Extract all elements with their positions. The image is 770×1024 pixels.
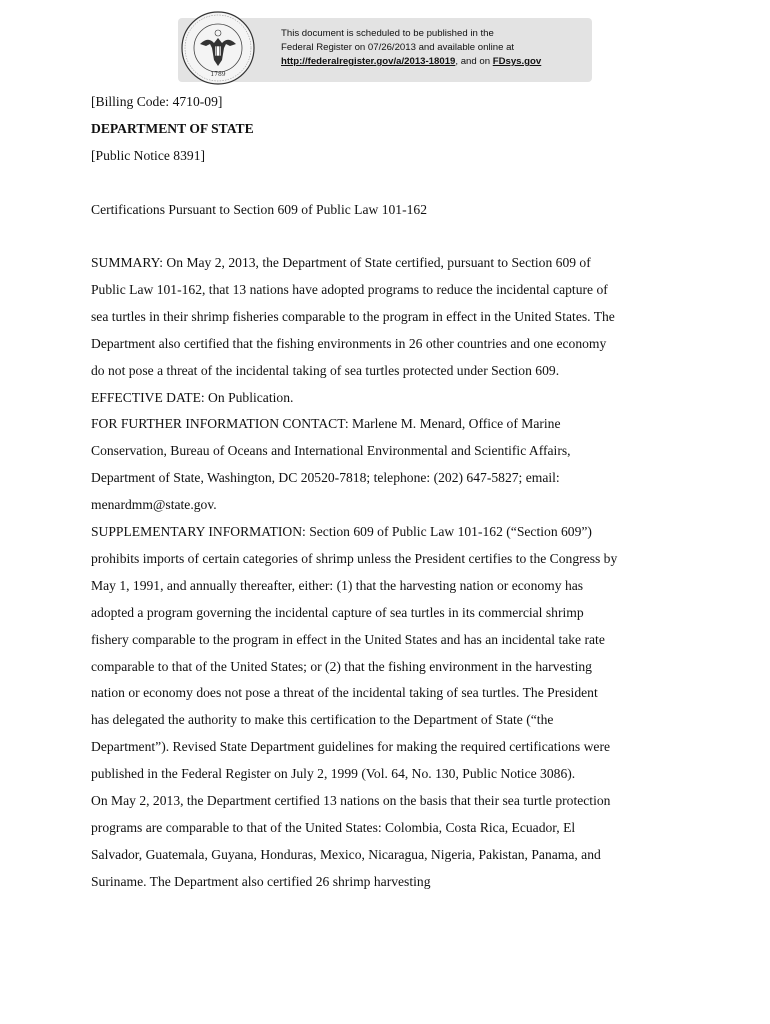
paragraph-line: Department”). Revised State Department guidelines for making the required certifications were [91,739,611,755]
paragraph-line: nation or economy does not pose a threat of the incidental taking of sea turtles. The President [91,685,598,701]
federal-register-link[interactable]: http://federalregister.gov/a/2013-18019 [281,56,456,67]
public-notice: [Public Notice 8391] [91,148,206,163]
paragraph-line: comparable to that of the United States; or (2) that the fishing environment in the harvesting [91,658,592,674]
paragraph-line: EFFECTIVE DATE: On Publication. [91,389,294,405]
paragraph-line: SUMMARY: On May 2, 2013, the Department of State certified, pursuant to Section 609 of [91,255,591,270]
paragraph-line: Conservation, Bureau of Oceans and International Environmental and Scientific Affairs, [91,443,571,459]
paragraph-line: has delegated the authority to make this certification to the Department of State (“the [91,712,554,728]
banner-link-separator: , and on [455,56,493,67]
paragraph-line: Public Law 101-162, that 13 nations have adopted programs to reduce the incidental capture of [91,281,608,297]
fdsys-link[interactable]: FDsys.gov [492,56,542,67]
paragraph-line: FOR FURTHER INFORMATION CONTACT: Marlene M. Menard, Office of Marine [91,416,561,432]
paragraph-line: Suriname. The Department also certified 26 shrimp harvesting [91,873,431,889]
paragraph-line: prohibits imports of certain categories of shrimp unless the President certifies to the Congress by [91,550,618,566]
banner-line-2: Federal Register on 07/26/2013 and available online at [281,42,515,53]
seal-year: 1789 [210,71,226,78]
paragraph-line: Department of State, Washington, DC 20520-7818; telephone: (202) 647-5827; email: [91,470,560,486]
paragraph-line: fishery comparable to the program in effect in the United States and has an incidental take rate [91,631,605,647]
banner-line-1: This document is scheduled to be published in the [281,28,494,39]
billing-code: [Billing Code: 4710-09] [91,94,223,109]
paragraph-line: SUPPLEMENTARY INFORMATION: Section 609 of Public Law 101-162 (“Section 609”) [91,524,592,539]
paragraph-line: May 1, 1991, and annually thereafter, either: (1) that the harvesting nation or economy has [91,577,584,593]
paragraph-line: Department also certified that the fishing environments in 26 other countries and one economy [91,335,607,351]
publication-notice [281,27,591,69]
paragraph-line: sea turtles in their shrimp fisheries comparable to the program in effect in the United States. The [91,308,615,324]
paragraph-line: menardmm@state.gov. [91,497,217,513]
great-seal-icon [180,10,256,86]
paragraph-line: On May 2, 2013, the Department certified 13 nations on the basis that their sea turtle protection [91,793,611,808]
banner-line-3 [281,55,591,69]
paragraph-line: programs are comparable to that of the United States: Colombia, Costa Rica, Ecuador, El [91,819,576,835]
paragraph-line: do not pose a threat of the incidental taking of sea turtles protected under Section 609. [91,362,560,378]
paragraph-line: published in the Federal Register on July 2, 1999 (Vol. 64, No. 130, Public Notice 3086). [91,766,576,782]
paragraph-line: adopted a program governing the incidental capture of sea turtles in its commercial shrimp [91,604,584,620]
department-heading: DEPARTMENT OF STATE [91,121,254,136]
paragraph-line: Salvador, Guatemala, Guyana, Honduras, Mexico, Nicaragua, Nigeria, Pakistan, Panama, and [91,846,601,862]
document-title: Certifications Pursuant to Section 609 of Public Law 101-162 [91,202,428,217]
